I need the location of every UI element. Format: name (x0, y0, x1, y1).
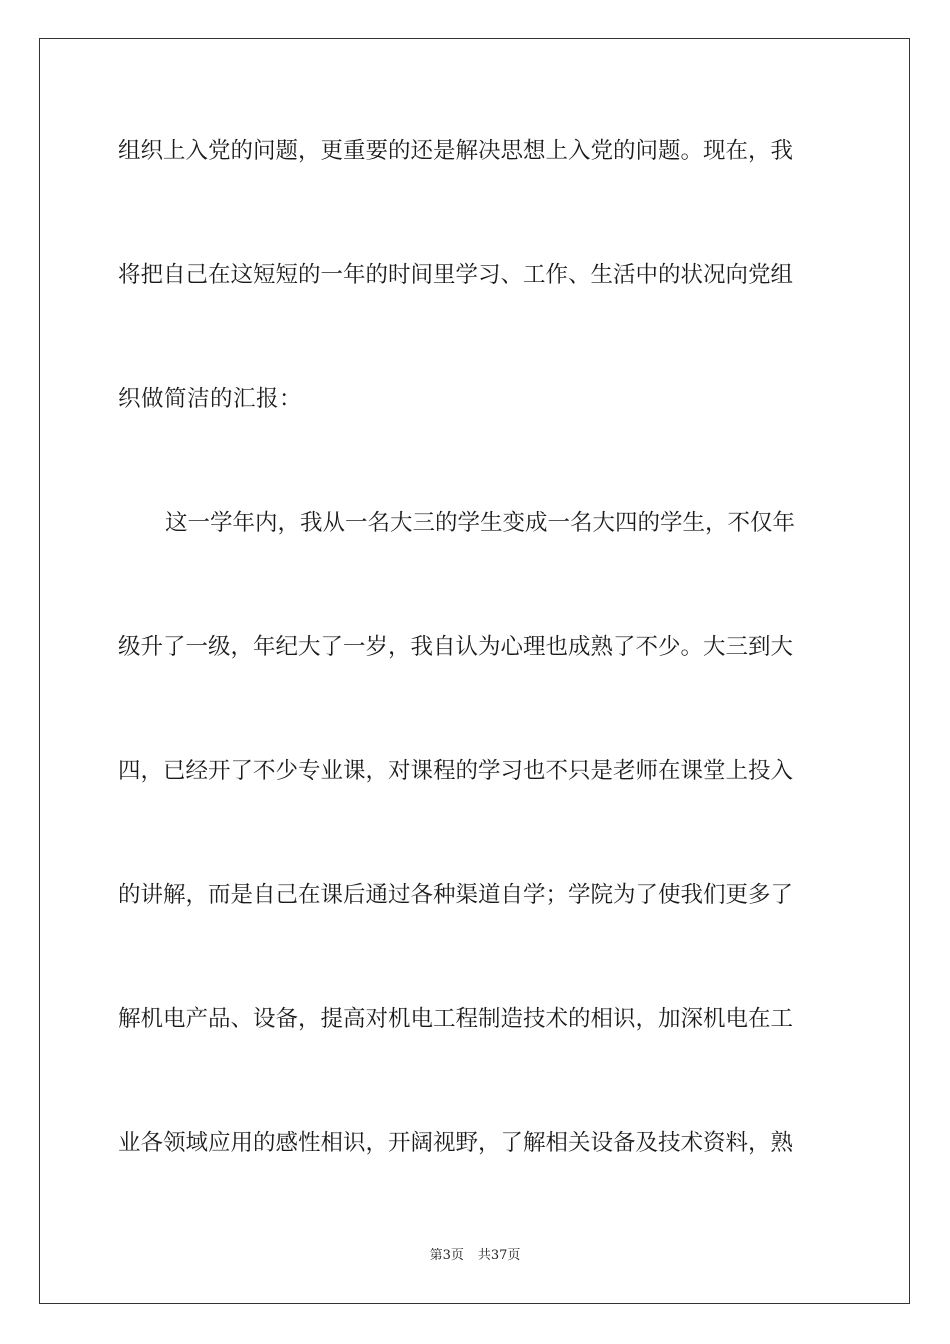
text-line: 解机电产品、设备，提高对机电工程制造技术的相识，加深机电在工 (118, 1006, 794, 1032)
text-line: 这一学年内，我从一名大三的学生变成一名大四的学生，不仅年 (165, 510, 796, 536)
text-line: 业各领域应用的感性相识，开阔视野，了解相关设备及技术资料，熟 (118, 1130, 794, 1156)
text-line: 将把自己在这短短的一年的时间里学习、工作、生活中的状况向党组 (118, 262, 794, 288)
page-border (39, 38, 910, 1304)
page-number: 第3页 (429, 1248, 464, 1263)
text-line: 级升了一级，年纪大了一岁，我自认为心理也成熟了不少。大三到大 (118, 634, 794, 660)
page-footer (0, 1247, 950, 1265)
total-pages: 共37页 (477, 1248, 521, 1263)
text-line: 织做简洁的汇报： (118, 386, 303, 412)
text-line: 组织上入党的问题，更重要的还是解决思想上入党的问题。现在，我 (118, 138, 794, 164)
text-line: 的讲解，而是自己在课后通过各种渠道自学；学院为了使我们更多了 (118, 882, 794, 908)
text-line: 四，已经开了不少专业课，对课程的学习也不只是老师在课堂上投入 (118, 758, 794, 784)
